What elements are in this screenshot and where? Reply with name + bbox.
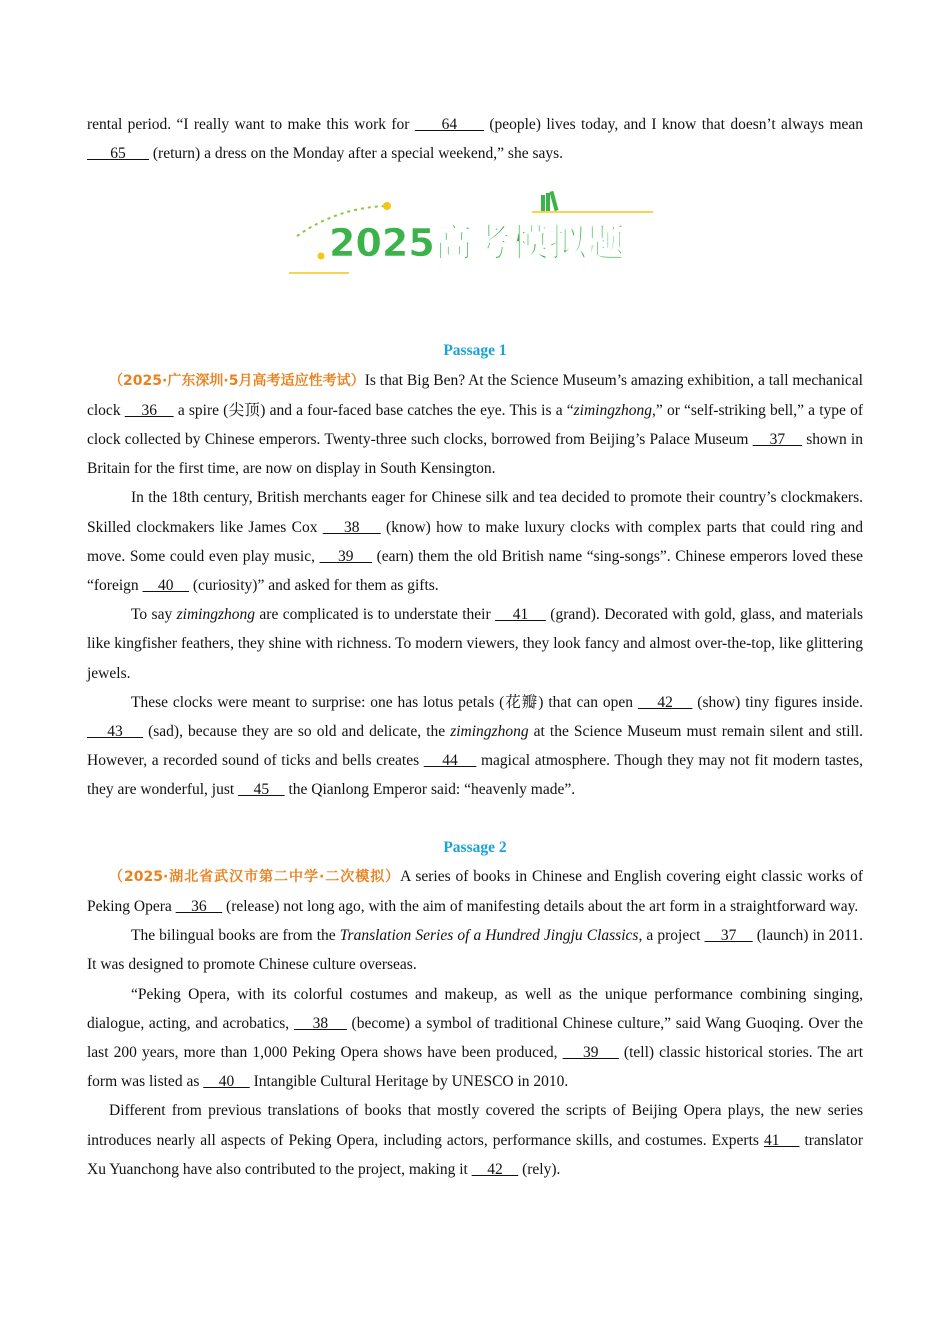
- italic-term: zimingzhong: [176, 606, 255, 624]
- passage-1-paragraph-2: [87, 483, 863, 600]
- text: In the 18th century, British merchants eager for Chinese silk and tea decided to promote their country’s clockmakers. Skilled clockmakers like James Cox: [87, 489, 863, 536]
- text: shown in Britain for the first time, are now on display in South Kensington.: [87, 431, 863, 478]
- document-body: [87, 110, 863, 1184]
- passage-1-source: （2025·广东深圳·5月高考适应性考试）: [109, 372, 365, 389]
- dot-decoration-2: [318, 253, 325, 260]
- blank-41: 41: [763, 1131, 800, 1149]
- spacer: [87, 805, 863, 833]
- text: rental period. “I really want to make this work for: [87, 116, 415, 133]
- blank-36: 36: [124, 401, 174, 419]
- text: (tell) classic historical stories. The art form was listed as: [87, 1044, 863, 1091]
- text: magical atmosphere. Though they may not fit modern tastes, they are wonderful, just: [87, 752, 864, 799]
- text: (curiosity)” and asked for them as gifts.: [189, 577, 439, 595]
- text: ,” or “self-striking bell,” a type of clock collected by Chinese emperors. Twenty-three such clocks, borrowed from Beijing’s Palace Museum: [87, 401, 863, 449]
- text: (release) not long ago, with the aim of manifesting details about the art form in a straightforward way.: [222, 898, 859, 916]
- blank-42: 42: [471, 1160, 519, 1178]
- text: at the Science Museum must remain silent and still. However, a recorded sound of ticks and bells creates: [87, 723, 864, 770]
- text: Is that Big Ben? At the Science Museum’s amazing exhibition, a tall mechanical clock: [87, 371, 863, 419]
- passage-2-title: Passage 2: [443, 838, 507, 856]
- text: These clocks were meant to surprise: one has lotus petals (花瓣) that can open: [131, 693, 638, 711]
- dot-decoration: [383, 202, 391, 210]
- blank-37: 37: [752, 431, 802, 449]
- text: translator Xu Yuanchong have also contributed to the project, making it: [87, 1131, 863, 1178]
- text: are complicated is to understate their: [255, 606, 496, 624]
- passage-2-paragraph-3: [87, 980, 863, 1097]
- banner-title: 2025高考模拟题: [329, 221, 625, 266]
- passage-1-paragraph-3: [87, 600, 863, 688]
- text: a spire (尖顶) and a four-faced base catches the eye. This is a “: [173, 401, 574, 419]
- section-banner: [87, 168, 863, 336]
- text: To say: [131, 606, 177, 624]
- blank-42: 42: [637, 693, 693, 711]
- blank-41: 41: [495, 606, 546, 624]
- blank-38: 38: [322, 518, 381, 536]
- passage-2-paragraph-4: [87, 1096, 863, 1184]
- blank-43: 43: [87, 723, 144, 741]
- text: The bilingual books are from the: [131, 927, 340, 945]
- banner-graphic: [287, 178, 747, 298]
- text: “Peking Opera, with its colorful costumes and makeup, as well as the unique performance combining singing, dialogue, acting, and acrobatics,: [87, 985, 863, 1032]
- text: (become) a symbol of traditional Chinese culture,” said Wang Guoqing. Over the last 200 years, more than 1,000 Peking Opera shows have been produced,: [87, 1014, 864, 1062]
- blank-40: 40: [142, 577, 190, 595]
- blank-39: 39: [562, 1044, 619, 1062]
- text: Different from previous translations of books that mostly covered the scripts of Beijing Opera plays, the new series introduces nearly all aspects of Peking Opera, including actors, performance skills, and costumes. Experts: [87, 1102, 863, 1149]
- text: Intangible Cultural Heritage by UNESCO in 2010.: [249, 1073, 569, 1091]
- blank-64: 64: [414, 116, 484, 133]
- text: the Qianlong Emperor said: “heavenly made”.: [284, 781, 576, 799]
- text: A series of books in Chinese and English covering eight classic works of Peking Opera: [87, 867, 863, 916]
- text: (show) tiny figures inside.: [692, 693, 864, 711]
- text: (people) lives today, and I know that doesn’t always mean: [483, 116, 864, 133]
- blank-37: 37: [704, 927, 753, 945]
- text: (rely).: [518, 1160, 561, 1178]
- blank-39: 39: [319, 547, 372, 565]
- passage-1-title: Passage 1: [443, 342, 507, 360]
- blank-65: 65: [87, 145, 149, 163]
- italic-term: zimingzhong: [573, 401, 653, 419]
- intro-paragraph: [87, 110, 863, 168]
- books-icon: [541, 191, 559, 211]
- text: (launch) in 2011. It was designed to promote Chinese culture overseas.: [87, 927, 863, 974]
- passage-2-paragraph-2: [87, 921, 863, 979]
- text: (earn) them the old British name “sing-songs”. Chinese emperors loved these “foreign: [87, 547, 863, 595]
- passage-2-paragraph-1: [87, 862, 863, 921]
- text: (return) a dress on the Monday after a special weekend,” she says.: [149, 145, 564, 163]
- text: , a project: [638, 927, 705, 945]
- passage-1-paragraph-1: [87, 366, 863, 484]
- blank-45: 45: [238, 781, 285, 799]
- passage-1-paragraph-4: [87, 688, 863, 805]
- text: (know) how to make luxury clocks with complex parts that could ring and move. Some could even play music,: [87, 518, 864, 565]
- italic-term: zimingzhong: [450, 723, 529, 741]
- italic-title: Translation Series of a Hundred Jingju Classics: [339, 927, 639, 945]
- blank-38: 38: [293, 1014, 347, 1032]
- blank-36: 36: [175, 898, 223, 916]
- passage-2-source: （2025·湖北省武汉市第二中学·二次模拟）: [109, 868, 401, 885]
- text: (grand). Decorated with gold, glass, and materials like kingfisher feathers, they shine with richness. To modern viewers, they look fancy and almost over-the-top, like glittering jewels.: [87, 606, 863, 682]
- blank-40: 40: [203, 1073, 250, 1091]
- text: (sad), because they are so old and delicate, the: [143, 723, 451, 741]
- blank-44: 44: [423, 752, 477, 770]
